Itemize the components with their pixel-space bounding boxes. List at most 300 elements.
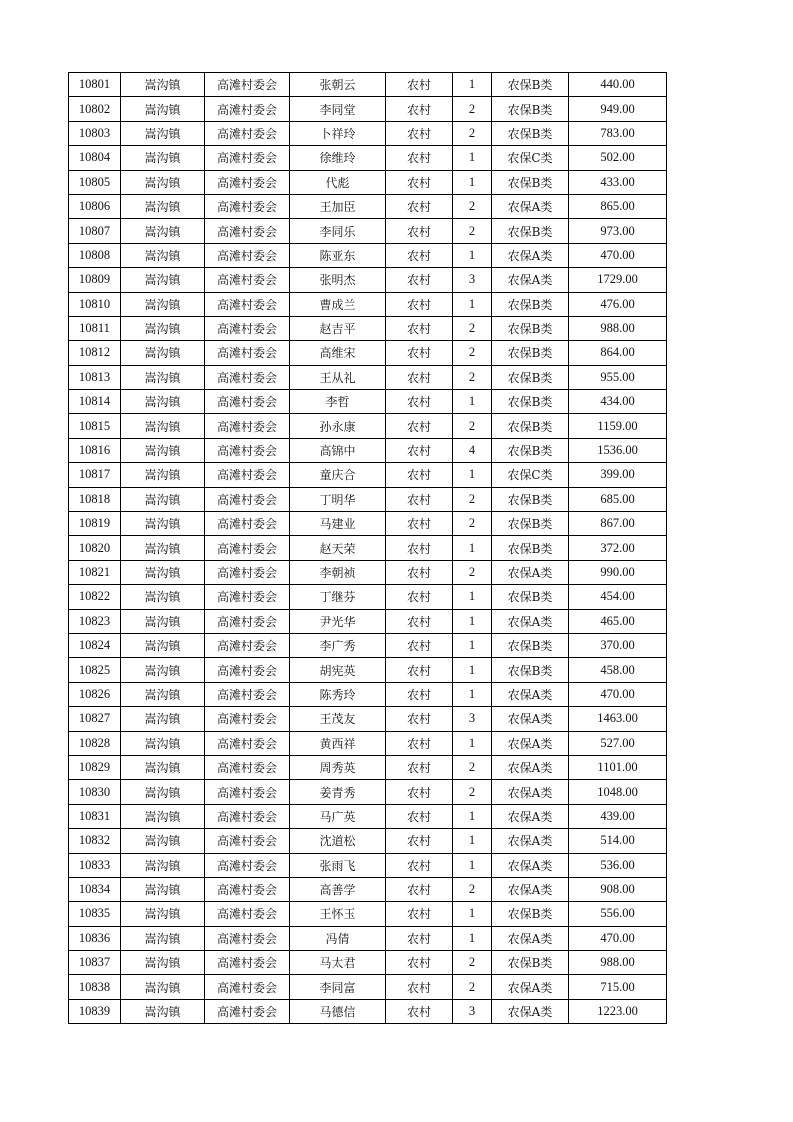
table-row xyxy=(69,707,667,731)
amount-cell: 536.00 xyxy=(569,853,667,877)
insurance-category-cell: 农保B类 xyxy=(492,438,569,462)
town-cell: 嵩沟镇 xyxy=(121,121,205,145)
village-committee-cell: 高滩村委会 xyxy=(205,951,290,975)
family-size-cell: 2 xyxy=(453,975,492,999)
table-row xyxy=(69,316,667,340)
table-row xyxy=(69,390,667,414)
family-size-cell: 1 xyxy=(453,73,492,97)
amount-cell: 527.00 xyxy=(569,731,667,755)
record-id-cell: 10819 xyxy=(69,512,121,536)
insurance-category-cell: 农保A类 xyxy=(492,804,569,828)
record-id-cell: 10833 xyxy=(69,853,121,877)
household-type-cell: 农村 xyxy=(386,121,453,145)
family-size-cell: 2 xyxy=(453,194,492,218)
table-row xyxy=(69,585,667,609)
family-size-cell: 1 xyxy=(453,926,492,950)
person-name-cell: 周秀英 xyxy=(290,755,386,779)
village-committee-cell: 高滩村委会 xyxy=(205,463,290,487)
village-committee-cell: 高滩村委会 xyxy=(205,829,290,853)
person-name-cell: 代彪 xyxy=(290,170,386,194)
town-cell: 嵩沟镇 xyxy=(121,341,205,365)
town-cell: 嵩沟镇 xyxy=(121,804,205,828)
record-id-cell: 10821 xyxy=(69,560,121,584)
insurance-category-cell: 农保A类 xyxy=(492,780,569,804)
amount-cell: 867.00 xyxy=(569,512,667,536)
amount-cell: 1159.00 xyxy=(569,414,667,438)
person-name-cell: 王从礼 xyxy=(290,365,386,389)
person-name-cell: 高维宋 xyxy=(290,341,386,365)
village-committee-cell: 高滩村委会 xyxy=(205,73,290,97)
household-type-cell: 农村 xyxy=(386,463,453,487)
person-name-cell: 胡宪英 xyxy=(290,658,386,682)
record-id-cell: 10832 xyxy=(69,829,121,853)
person-name-cell: 张明杰 xyxy=(290,268,386,292)
amount-cell: 685.00 xyxy=(569,487,667,511)
record-id-cell: 10838 xyxy=(69,975,121,999)
village-committee-cell: 高滩村委会 xyxy=(205,512,290,536)
village-committee-cell: 高滩村委会 xyxy=(205,170,290,194)
village-committee-cell: 高滩村委会 xyxy=(205,877,290,901)
subsidy-table xyxy=(68,72,667,1024)
household-type-cell: 农村 xyxy=(386,682,453,706)
household-type-cell: 农村 xyxy=(386,877,453,901)
family-size-cell: 1 xyxy=(453,902,492,926)
family-size-cell: 2 xyxy=(453,121,492,145)
village-committee-cell: 高滩村委会 xyxy=(205,755,290,779)
town-cell: 嵩沟镇 xyxy=(121,512,205,536)
household-type-cell: 农村 xyxy=(386,146,453,170)
household-type-cell: 农村 xyxy=(386,341,453,365)
village-committee-cell: 高滩村委会 xyxy=(205,926,290,950)
amount-cell: 783.00 xyxy=(569,121,667,145)
record-id-cell: 10813 xyxy=(69,365,121,389)
town-cell: 嵩沟镇 xyxy=(121,146,205,170)
household-type-cell: 农村 xyxy=(386,194,453,218)
person-name-cell: 马太君 xyxy=(290,951,386,975)
amount-cell: 439.00 xyxy=(569,804,667,828)
amount-cell: 465.00 xyxy=(569,609,667,633)
household-type-cell: 农村 xyxy=(386,999,453,1023)
person-name-cell: 王怀玉 xyxy=(290,902,386,926)
insurance-category-cell: 农保B类 xyxy=(492,170,569,194)
amount-cell: 399.00 xyxy=(569,463,667,487)
town-cell: 嵩沟镇 xyxy=(121,951,205,975)
family-size-cell: 1 xyxy=(453,609,492,633)
amount-cell: 973.00 xyxy=(569,219,667,243)
table-row xyxy=(69,365,667,389)
person-name-cell: 姜青秀 xyxy=(290,780,386,804)
table-row xyxy=(69,268,667,292)
insurance-category-cell: 农保A类 xyxy=(492,975,569,999)
amount-cell: 470.00 xyxy=(569,243,667,267)
record-id-cell: 10811 xyxy=(69,316,121,340)
table-row xyxy=(69,804,667,828)
person-name-cell: 张雨飞 xyxy=(290,853,386,877)
town-cell: 嵩沟镇 xyxy=(121,585,205,609)
person-name-cell: 孙永康 xyxy=(290,414,386,438)
insurance-category-cell: 农保B类 xyxy=(492,390,569,414)
person-name-cell: 马建业 xyxy=(290,512,386,536)
household-type-cell: 农村 xyxy=(386,97,453,121)
village-committee-cell: 高滩村委会 xyxy=(205,560,290,584)
town-cell: 嵩沟镇 xyxy=(121,438,205,462)
town-cell: 嵩沟镇 xyxy=(121,731,205,755)
town-cell: 嵩沟镇 xyxy=(121,268,205,292)
record-id-cell: 10814 xyxy=(69,390,121,414)
person-name-cell: 高善学 xyxy=(290,877,386,901)
table-row xyxy=(69,658,667,682)
person-name-cell: 陈亚东 xyxy=(290,243,386,267)
town-cell: 嵩沟镇 xyxy=(121,780,205,804)
record-id-cell: 10816 xyxy=(69,438,121,462)
village-committee-cell: 高滩村委会 xyxy=(205,97,290,121)
town-cell: 嵩沟镇 xyxy=(121,902,205,926)
family-size-cell: 2 xyxy=(453,877,492,901)
table-row xyxy=(69,146,667,170)
family-size-cell: 1 xyxy=(453,292,492,316)
family-size-cell: 1 xyxy=(453,146,492,170)
village-committee-cell: 高滩村委会 xyxy=(205,999,290,1023)
record-id-cell: 10827 xyxy=(69,707,121,731)
family-size-cell: 2 xyxy=(453,97,492,121)
amount-cell: 1223.00 xyxy=(569,999,667,1023)
record-id-cell: 10830 xyxy=(69,780,121,804)
table-row xyxy=(69,829,667,853)
insurance-category-cell: 农保B类 xyxy=(492,487,569,511)
town-cell: 嵩沟镇 xyxy=(121,633,205,657)
family-size-cell: 1 xyxy=(453,463,492,487)
insurance-category-cell: 农保A类 xyxy=(492,609,569,633)
family-size-cell: 1 xyxy=(453,658,492,682)
amount-cell: 370.00 xyxy=(569,633,667,657)
household-type-cell: 农村 xyxy=(386,243,453,267)
family-size-cell: 2 xyxy=(453,512,492,536)
household-type-cell: 农村 xyxy=(386,780,453,804)
town-cell: 嵩沟镇 xyxy=(121,975,205,999)
town-cell: 嵩沟镇 xyxy=(121,170,205,194)
amount-cell: 988.00 xyxy=(569,951,667,975)
record-id-cell: 10829 xyxy=(69,755,121,779)
insurance-category-cell: 农保B类 xyxy=(492,316,569,340)
insurance-category-cell: 农保A类 xyxy=(492,853,569,877)
person-name-cell: 高锦中 xyxy=(290,438,386,462)
insurance-category-cell: 农保A类 xyxy=(492,926,569,950)
table-row xyxy=(69,609,667,633)
amount-cell: 1101.00 xyxy=(569,755,667,779)
record-id-cell: 10834 xyxy=(69,877,121,901)
family-size-cell: 2 xyxy=(453,316,492,340)
table-row xyxy=(69,877,667,901)
insurance-category-cell: 农保C类 xyxy=(492,463,569,487)
household-type-cell: 农村 xyxy=(386,707,453,731)
household-type-cell: 农村 xyxy=(386,658,453,682)
table-row xyxy=(69,219,667,243)
insurance-category-cell: 农保B类 xyxy=(492,121,569,145)
table-row xyxy=(69,975,667,999)
village-committee-cell: 高滩村委会 xyxy=(205,707,290,731)
town-cell: 嵩沟镇 xyxy=(121,365,205,389)
family-size-cell: 1 xyxy=(453,585,492,609)
amount-cell: 865.00 xyxy=(569,194,667,218)
village-committee-cell: 高滩村委会 xyxy=(205,682,290,706)
person-name-cell: 尹光华 xyxy=(290,609,386,633)
amount-cell: 556.00 xyxy=(569,902,667,926)
amount-cell: 864.00 xyxy=(569,341,667,365)
village-committee-cell: 高滩村委会 xyxy=(205,268,290,292)
table-row xyxy=(69,194,667,218)
table-row xyxy=(69,414,667,438)
insurance-category-cell: 农保A类 xyxy=(492,268,569,292)
town-cell: 嵩沟镇 xyxy=(121,194,205,218)
insurance-category-cell: 农保B类 xyxy=(492,902,569,926)
village-committee-cell: 高滩村委会 xyxy=(205,121,290,145)
insurance-category-cell: 农保A类 xyxy=(492,829,569,853)
table-row xyxy=(69,512,667,536)
table-row xyxy=(69,121,667,145)
insurance-category-cell: 农保B类 xyxy=(492,73,569,97)
household-type-cell: 农村 xyxy=(386,633,453,657)
household-type-cell: 农村 xyxy=(386,487,453,511)
record-id-cell: 10836 xyxy=(69,926,121,950)
village-committee-cell: 高滩村委会 xyxy=(205,975,290,999)
record-id-cell: 10826 xyxy=(69,682,121,706)
insurance-category-cell: 农保B类 xyxy=(492,97,569,121)
village-committee-cell: 高滩村委会 xyxy=(205,316,290,340)
family-size-cell: 3 xyxy=(453,999,492,1023)
table-row xyxy=(69,463,667,487)
person-name-cell: 丁明华 xyxy=(290,487,386,511)
household-type-cell: 农村 xyxy=(386,438,453,462)
insurance-category-cell: 农保A类 xyxy=(492,707,569,731)
table-row xyxy=(69,487,667,511)
insurance-category-cell: 农保B类 xyxy=(492,536,569,560)
amount-cell: 955.00 xyxy=(569,365,667,389)
town-cell: 嵩沟镇 xyxy=(121,316,205,340)
table-row xyxy=(69,682,667,706)
table-row xyxy=(69,536,667,560)
record-id-cell: 10828 xyxy=(69,731,121,755)
town-cell: 嵩沟镇 xyxy=(121,390,205,414)
person-name-cell: 曹成兰 xyxy=(290,292,386,316)
amount-cell: 988.00 xyxy=(569,316,667,340)
insurance-category-cell: 农保A类 xyxy=(492,755,569,779)
person-name-cell: 李哲 xyxy=(290,390,386,414)
person-name-cell: 马广英 xyxy=(290,804,386,828)
person-name-cell: 卜祥玲 xyxy=(290,121,386,145)
amount-cell: 476.00 xyxy=(569,292,667,316)
town-cell: 嵩沟镇 xyxy=(121,853,205,877)
person-name-cell: 丁继芬 xyxy=(290,585,386,609)
town-cell: 嵩沟镇 xyxy=(121,682,205,706)
family-size-cell: 1 xyxy=(453,829,492,853)
amount-cell: 470.00 xyxy=(569,682,667,706)
family-size-cell: 4 xyxy=(453,438,492,462)
record-id-cell: 10835 xyxy=(69,902,121,926)
village-committee-cell: 高滩村委会 xyxy=(205,390,290,414)
household-type-cell: 农村 xyxy=(386,512,453,536)
insurance-category-cell: 农保A类 xyxy=(492,243,569,267)
household-type-cell: 农村 xyxy=(386,731,453,755)
village-committee-cell: 高滩村委会 xyxy=(205,609,290,633)
table-row xyxy=(69,926,667,950)
village-committee-cell: 高滩村委会 xyxy=(205,536,290,560)
town-cell: 嵩沟镇 xyxy=(121,755,205,779)
family-size-cell: 1 xyxy=(453,804,492,828)
town-cell: 嵩沟镇 xyxy=(121,487,205,511)
town-cell: 嵩沟镇 xyxy=(121,926,205,950)
table-row xyxy=(69,438,667,462)
record-id-cell: 10831 xyxy=(69,804,121,828)
town-cell: 嵩沟镇 xyxy=(121,97,205,121)
amount-cell: 458.00 xyxy=(569,658,667,682)
family-size-cell: 3 xyxy=(453,268,492,292)
person-name-cell: 马德信 xyxy=(290,999,386,1023)
town-cell: 嵩沟镇 xyxy=(121,877,205,901)
table-row xyxy=(69,731,667,755)
family-size-cell: 2 xyxy=(453,487,492,511)
household-type-cell: 农村 xyxy=(386,755,453,779)
family-size-cell: 2 xyxy=(453,414,492,438)
table-row xyxy=(69,560,667,584)
family-size-cell: 2 xyxy=(453,560,492,584)
insurance-category-cell: 农保A类 xyxy=(492,682,569,706)
insurance-category-cell: 农保B类 xyxy=(492,341,569,365)
record-id-cell: 10822 xyxy=(69,585,121,609)
village-committee-cell: 高滩村委会 xyxy=(205,146,290,170)
amount-cell: 502.00 xyxy=(569,146,667,170)
person-name-cell: 徐维玲 xyxy=(290,146,386,170)
household-type-cell: 农村 xyxy=(386,365,453,389)
household-type-cell: 农村 xyxy=(386,804,453,828)
town-cell: 嵩沟镇 xyxy=(121,560,205,584)
record-id-cell: 10823 xyxy=(69,609,121,633)
household-type-cell: 农村 xyxy=(386,975,453,999)
amount-cell: 1048.00 xyxy=(569,780,667,804)
table-row xyxy=(69,170,667,194)
insurance-category-cell: 农保B类 xyxy=(492,219,569,243)
table-row xyxy=(69,292,667,316)
insurance-category-cell: 农保B类 xyxy=(492,365,569,389)
village-committee-cell: 高滩村委会 xyxy=(205,219,290,243)
village-committee-cell: 高滩村委会 xyxy=(205,341,290,365)
table-body xyxy=(69,73,667,1024)
amount-cell: 470.00 xyxy=(569,926,667,950)
village-committee-cell: 高滩村委会 xyxy=(205,365,290,389)
amount-cell: 908.00 xyxy=(569,877,667,901)
amount-cell: 1729.00 xyxy=(569,268,667,292)
person-name-cell: 冯倩 xyxy=(290,926,386,950)
household-type-cell: 农村 xyxy=(386,902,453,926)
person-name-cell: 王加臣 xyxy=(290,194,386,218)
person-name-cell: 李广秀 xyxy=(290,633,386,657)
village-committee-cell: 高滩村委会 xyxy=(205,731,290,755)
insurance-category-cell: 农保A类 xyxy=(492,560,569,584)
record-id-cell: 10805 xyxy=(69,170,121,194)
amount-cell: 433.00 xyxy=(569,170,667,194)
insurance-category-cell: 农保A类 xyxy=(492,194,569,218)
family-size-cell: 1 xyxy=(453,682,492,706)
household-type-cell: 农村 xyxy=(386,853,453,877)
table-row xyxy=(69,243,667,267)
record-id-cell: 10820 xyxy=(69,536,121,560)
village-committee-cell: 高滩村委会 xyxy=(205,585,290,609)
town-cell: 嵩沟镇 xyxy=(121,73,205,97)
insurance-category-cell: 农保A类 xyxy=(492,877,569,901)
household-type-cell: 农村 xyxy=(386,609,453,633)
record-id-cell: 10824 xyxy=(69,633,121,657)
record-id-cell: 10825 xyxy=(69,658,121,682)
household-type-cell: 农村 xyxy=(386,73,453,97)
insurance-category-cell: 农保C类 xyxy=(492,146,569,170)
table-row xyxy=(69,902,667,926)
table-row xyxy=(69,853,667,877)
record-id-cell: 10817 xyxy=(69,463,121,487)
record-id-cell: 10804 xyxy=(69,146,121,170)
amount-cell: 949.00 xyxy=(569,97,667,121)
village-committee-cell: 高滩村委会 xyxy=(205,292,290,316)
insurance-category-cell: 农保B类 xyxy=(492,292,569,316)
town-cell: 嵩沟镇 xyxy=(121,414,205,438)
person-name-cell: 童庆合 xyxy=(290,463,386,487)
table-row xyxy=(69,755,667,779)
village-committee-cell: 高滩村委会 xyxy=(205,243,290,267)
person-name-cell: 黄西祥 xyxy=(290,731,386,755)
person-name-cell: 李同堂 xyxy=(290,97,386,121)
village-committee-cell: 高滩村委会 xyxy=(205,804,290,828)
person-name-cell: 王茂友 xyxy=(290,707,386,731)
household-type-cell: 农村 xyxy=(386,926,453,950)
town-cell: 嵩沟镇 xyxy=(121,707,205,731)
amount-cell: 715.00 xyxy=(569,975,667,999)
record-id-cell: 10807 xyxy=(69,219,121,243)
town-cell: 嵩沟镇 xyxy=(121,463,205,487)
family-size-cell: 2 xyxy=(453,951,492,975)
record-id-cell: 10812 xyxy=(69,341,121,365)
family-size-cell: 1 xyxy=(453,853,492,877)
person-name-cell: 赵吉平 xyxy=(290,316,386,340)
insurance-category-cell: 农保A类 xyxy=(492,731,569,755)
family-size-cell: 3 xyxy=(453,707,492,731)
table-row xyxy=(69,97,667,121)
amount-cell: 1463.00 xyxy=(569,707,667,731)
household-type-cell: 农村 xyxy=(386,268,453,292)
household-type-cell: 农村 xyxy=(386,585,453,609)
town-cell: 嵩沟镇 xyxy=(121,219,205,243)
family-size-cell: 2 xyxy=(453,341,492,365)
amount-cell: 1536.00 xyxy=(569,438,667,462)
town-cell: 嵩沟镇 xyxy=(121,536,205,560)
insurance-category-cell: 农保B类 xyxy=(492,512,569,536)
amount-cell: 514.00 xyxy=(569,829,667,853)
village-committee-cell: 高滩村委会 xyxy=(205,780,290,804)
amount-cell: 990.00 xyxy=(569,560,667,584)
amount-cell: 434.00 xyxy=(569,390,667,414)
village-committee-cell: 高滩村委会 xyxy=(205,438,290,462)
record-id-cell: 10806 xyxy=(69,194,121,218)
town-cell: 嵩沟镇 xyxy=(121,609,205,633)
person-name-cell: 张朝云 xyxy=(290,73,386,97)
household-type-cell: 农村 xyxy=(386,560,453,584)
family-size-cell: 2 xyxy=(453,219,492,243)
record-id-cell: 10810 xyxy=(69,292,121,316)
household-type-cell: 农村 xyxy=(386,390,453,414)
person-name-cell: 赵天荣 xyxy=(290,536,386,560)
village-committee-cell: 高滩村委会 xyxy=(205,853,290,877)
household-type-cell: 农村 xyxy=(386,414,453,438)
insurance-category-cell: 农保A类 xyxy=(492,999,569,1023)
insurance-category-cell: 农保B类 xyxy=(492,951,569,975)
town-cell: 嵩沟镇 xyxy=(121,999,205,1023)
